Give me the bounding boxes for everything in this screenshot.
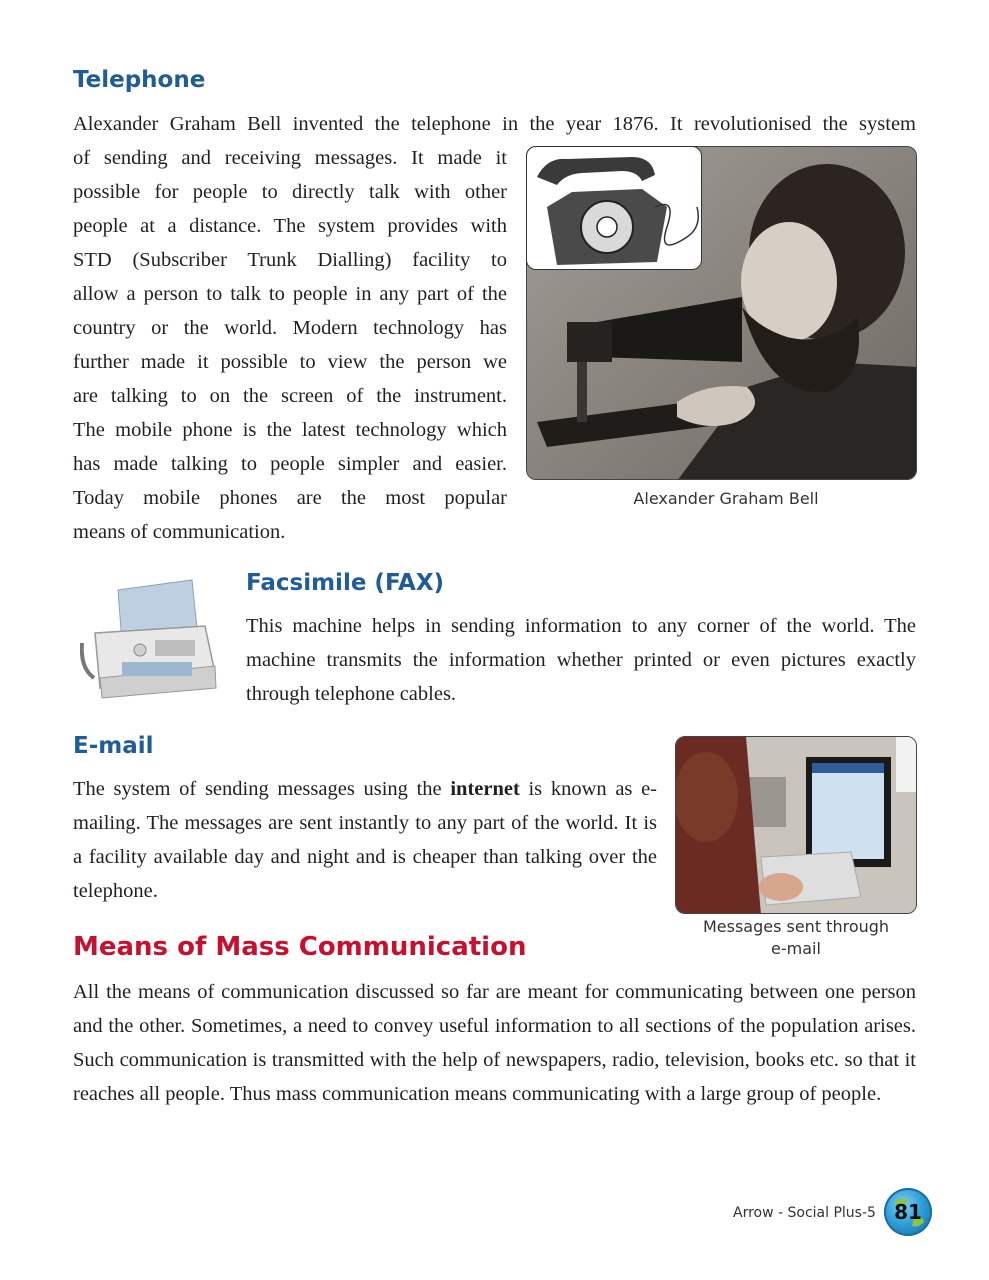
computer-icon xyxy=(676,737,917,914)
email-photo xyxy=(675,736,917,914)
globe-icon xyxy=(884,1188,932,1236)
email-caption: Messages sent through e-mail xyxy=(702,917,890,958)
mass-communication-paragraph: All the means of communication discussed so far are meant for communicating between one person and the other. Sometimes, a need to convey useful information to all sections of the population arises. Such communication is transmitted with the help of newspapers, radio, television, books etc. so that it reaches all people. Thus mass communication means communicating with a large group of people. xyxy=(73,981,916,1105)
email-paragraph: The system of sending messages using the internet is known as e-mailing. The messages are sent instantly to any part of the world. It is a facility available day and night and is cheaper than talking over the telephone. xyxy=(73,778,658,902)
fax-paragraph: This machine helps in sending information to any corner of the world. The machine transmits the information whether printed or even pictures exactly through telephone cables. xyxy=(246,615,916,705)
telephone-paragraph: of sending and receiving messages. It made it possible for people to directly talk with other people at a distance. The system provides with STD (Subscriber Trunk Dialling) facility to allow a person to talk to people in any part of the country or the world. Modern technology has further made it possible to view the person we are talking to on the screen of the instrument. The mobile phone is the latest technology which has made talking to people simpler and easier. Today mobile phones are the most popular means of communication. xyxy=(73,147,507,543)
email-heading: E-mail xyxy=(73,733,154,759)
page-number: 81 xyxy=(894,1200,922,1224)
fax-machine-image xyxy=(80,578,220,700)
bell-caption: Alexander Graham Bell xyxy=(633,489,819,508)
book-title: Arrow - Social Plus-5 xyxy=(733,1205,876,1221)
fax-heading: Facsimile (FAX) xyxy=(246,570,445,596)
internet-term: internet xyxy=(450,778,520,800)
mass-communication-heading: Means of Mass Communication xyxy=(73,932,527,962)
telephone-intro-line: Alexander Graham Bell invented the telephone in the year 1876. It revolutionised the system xyxy=(73,113,916,135)
telephone-icon xyxy=(527,147,702,270)
telephone-heading: Telephone xyxy=(73,67,206,93)
fax-machine-icon xyxy=(80,578,220,700)
old-telephone-inset xyxy=(526,146,702,270)
